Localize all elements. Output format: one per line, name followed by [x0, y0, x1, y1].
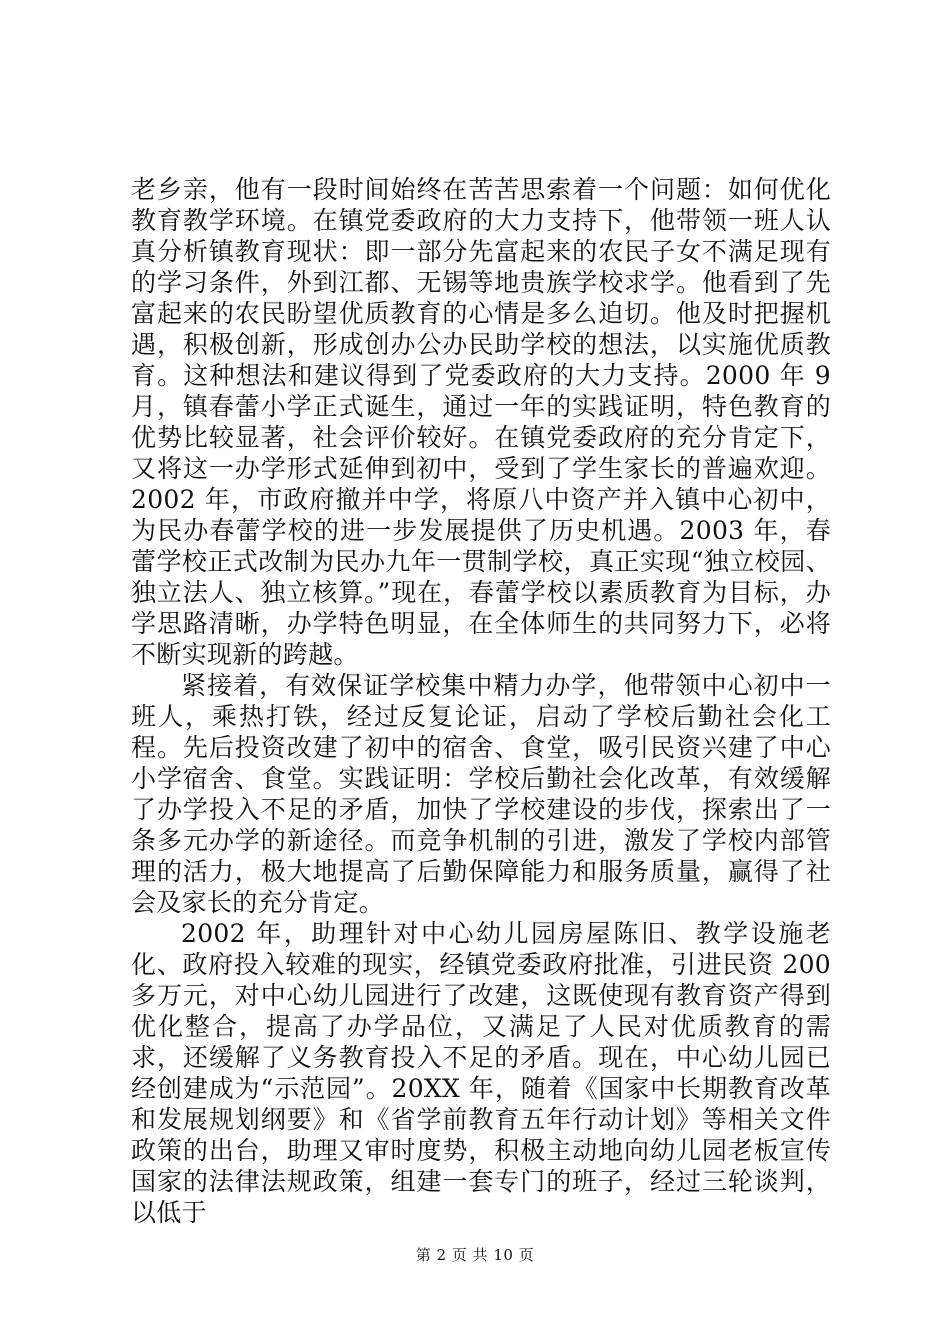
paragraph-2: 紧接着，有效保证学校集中精力办学，他带领中心初中一班人，乘热打铁，经过反复论证，启动了学校后勤社会化工程。先后投资改建了初中的宿舍、食堂，吸引民资兴建了中心小学宿舍、食堂。实践证明：学校后勤社会化改革，有效缓解了办学投入不足的矛盾，加快了学校建设的步伐，探索出了一条多元办学的新途径。而竞争机制的引进，激发了学校内部管理的活力，极大地提高了后勤保障能力和服务质量，赢得了社会及家长的充分肯定。	[131, 671, 831, 917]
document-body	[131, 174, 831, 1228]
paragraph-3: 2002 年，助理针对中心幼儿园房屋陈旧、教学设施老化、政府投入较难的现实，经镇党委政府批准，引进民资 200 多万元，对中心幼儿园进行了改建，这既使现有教育资产得到优化整合，提高了办学品位，又满足了人民对优质教育的需求，还缓解了义务教育投入不足的矛盾。现在，中心幼儿园已经创建成为“示范园”。20XX 年，随着《国家中长期教育改革和发展规划纲要》和《省学前教育五年行动计划》等相关文件政策的出台，助理又审时度势，积极主动地向幼儿园老板宣传国家的法律法规政策，组建一套专门的班子，经过三轮谈判，以低于	[131, 919, 831, 1227]
paragraph-1: 老乡亲，他有一段时间始终在苦苦思索着一个问题：如何优化教育教学环境。在镇党委政府的大力支持下，他带领一班人认真分析镇教育现状：即一部分先富起来的农民子女不满足现有的学习条件，外到江都、无锡等地贵族学校求学。他看到了先富起来的农民盼望优质教育的心情是多么迫切。他及时把握机遇，积极创新，形成创办公办民助学校的想法，以实施优质教育。这种想法和建议得到了党委政府的大力支持。2000 年 9 月，镇春蕾小学正式诞生，通过一年的实践证明，特色教育的优势比较显著，社会评价较好。在镇党委政府的充分肯定下，又将这一办学形式延伸到初中，受到了学生家长的普遍欢迎。2002 年，市政府撤并中学，将原八中资产并入镇中心初中，为民办春蕾学校的进一步发展提供了历史机遇。2003 年，春蕾学校正式改制为民办九年一贯制学校，真正实现“独立校园、独立法人、独立核算。”现在，春蕾学校以素质教育为目标，办学思路清晰，办学特色明显，在全体师生的共同努力下，必将不断实现新的跨越。	[131, 175, 831, 669]
page-footer: 第 2 页 共 10 页	[415, 1246, 535, 1264]
